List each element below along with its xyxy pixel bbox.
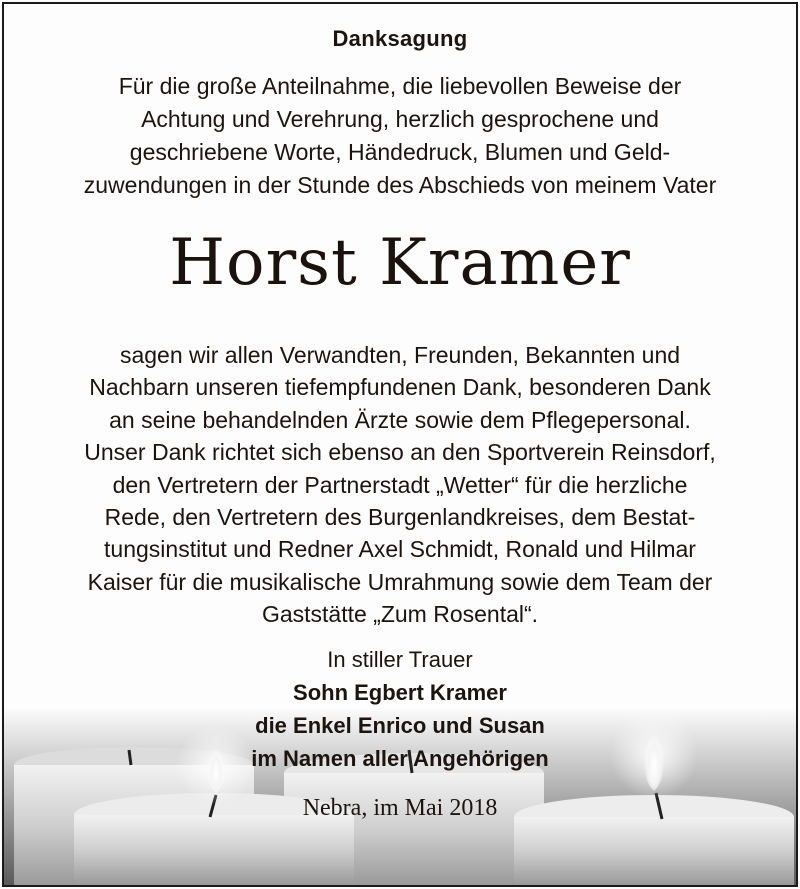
body-line: Kaiser für die musikalische Umrahmung sowie dem Team der [87,568,713,595]
body-line: Rede, den Vertretern des Burgenlandkreises, dem Bestat- [104,504,696,531]
body-line: an seine behandelnden Ärzte sowie dem Pflegepersonal. [109,406,691,433]
intro-line: zuwendungen in der Stunde des Abschieds von meinem Vater [83,172,717,198]
grandchildren-line: die Enkel Enrico und Susan [255,713,545,738]
intro-line: Für die große Anteilnahme, die liebevollen Beweise der [118,73,682,99]
body-line: den Vertretern der Partnerstadt „Wetter“ für die herzliche [112,471,688,498]
intro-line: Achtung und Verehrung, herzlich gesprochene und [141,106,659,132]
body-line: Unser Dank richtet sich ebenso an den Sportverein Reinsdorf, [84,439,716,466]
signature-block [0,643,800,775]
deceased-name: Horst Kramer [169,226,631,300]
intro-line: geschriebene Worte, Händedruck, Blumen und Geld- [129,139,671,165]
mourning-line: In stiller Trauer [327,647,473,672]
heading-title: Danksagung [332,26,468,51]
body-line: tungsinstitut und Redner Axel Schmidt, Ronald und Hilmar [104,536,696,563]
body-line: sagen wir allen Verwandten, Freunden, Bekannten und [119,342,681,368]
family-line: im Namen aller Angehörigen [251,746,549,771]
intro-paragraph [30,70,770,202]
body-line: Gaststätte „Zum Rosental“. [261,601,539,628]
place-date: Nebra, im Mai 2018 [302,795,498,821]
body-line: Nachbarn unseren tiefempfundenen Dank, besonderen Dank [89,374,711,401]
son-line: Sohn Egbert Kramer [293,680,507,705]
thanks-paragraph [30,339,770,631]
